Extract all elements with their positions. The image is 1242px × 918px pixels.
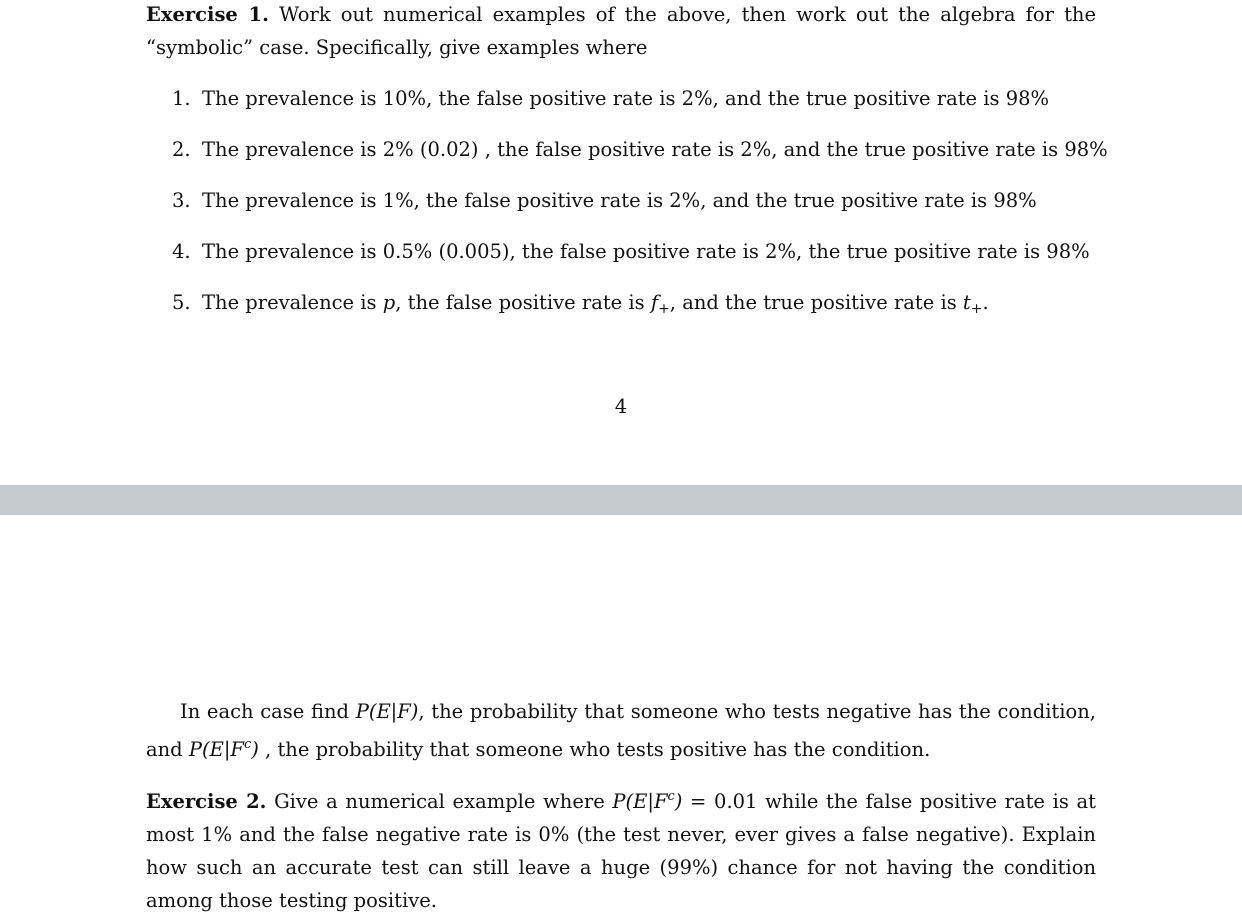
page-separator [0, 485, 1242, 515]
exercise-1-label: Exercise 1. [146, 3, 269, 26]
math-part: ) [674, 790, 683, 813]
list-item-text: The prevalence is 1%, the false positive rate is 2%, and the true positive rate is 98% [202, 189, 1037, 212]
document-page-5 [0, 515, 1242, 918]
list-item-number: 1. [172, 87, 191, 110]
list-item-text: The prevalence is 0.5% (0.005), the false positive rate is 2%, the true positive rate is 98% [202, 240, 1090, 263]
list-item [146, 184, 1106, 235]
math-superscript: c [243, 737, 252, 752]
math-var-t: t [962, 291, 971, 314]
text-segment: , the probability that someone who tests negative has the condition, and [146, 700, 1097, 761]
list-item-number: 3. [172, 189, 191, 212]
text-segment: . [982, 291, 989, 314]
math-part: ) [251, 738, 259, 761]
math-part: P(E|F [612, 790, 668, 813]
math-expression [612, 790, 682, 813]
math-part: P(E|F [188, 738, 244, 761]
example-list [146, 82, 1106, 337]
list-item [146, 133, 1106, 184]
find-probabilities-paragraph [146, 695, 1096, 766]
text-segment: , the false positive rate is [395, 291, 645, 314]
text-segment: The prevalence is [202, 291, 377, 314]
math-subscript: + [970, 301, 983, 317]
math-var-f: f [650, 291, 659, 314]
text-segment: Give a numerical example where [274, 790, 605, 813]
list-item-number: 2. [172, 138, 191, 161]
list-item [146, 286, 1106, 337]
exercise-2-paragraph [146, 780, 1096, 917]
math-expression [189, 738, 259, 761]
math-subscript: + [658, 301, 670, 317]
list-item [146, 82, 1106, 133]
text-segment: = 0.01 while the false positive rate is at most 1% and the false negative rate is 0% (the test never, ever gives a false negative). Explain how such an accurate test can still leave a huge (99%) chance for not having the condition among those testing positive. [146, 790, 1096, 912]
text-segment: , the probability that someone who tests positive has the condition. [265, 738, 931, 761]
page-number: 4 [614, 395, 628, 418]
math-var-p: p [382, 291, 396, 314]
text-segment: , and the true positive rate is [669, 291, 957, 314]
exercise-1-paragraph [146, 0, 1096, 64]
math-superscript: c [667, 789, 675, 804]
exercise-2-label: Exercise 2. [146, 790, 267, 813]
list-item-text: The prevalence is 2% (0.02) , the false positive rate is 2%, and the true positive rate is 98% [202, 138, 1108, 161]
list-item-text: The prevalence is 10%, the false positive rate is 2%, and the true positive rate is 98% [202, 87, 1050, 110]
math-expression: P(E|F) [355, 700, 419, 723]
list-item-number: 4. [172, 240, 191, 263]
list-item [146, 235, 1106, 286]
list-item-text [202, 286, 989, 326]
text-segment: In each case find [180, 700, 350, 723]
exercise-1-text: Work out numerical examples of the above, then work out the algebra for the “symbolic” case. Specifically, give examples where [146, 3, 1097, 59]
list-item-number: 5. [172, 291, 191, 314]
